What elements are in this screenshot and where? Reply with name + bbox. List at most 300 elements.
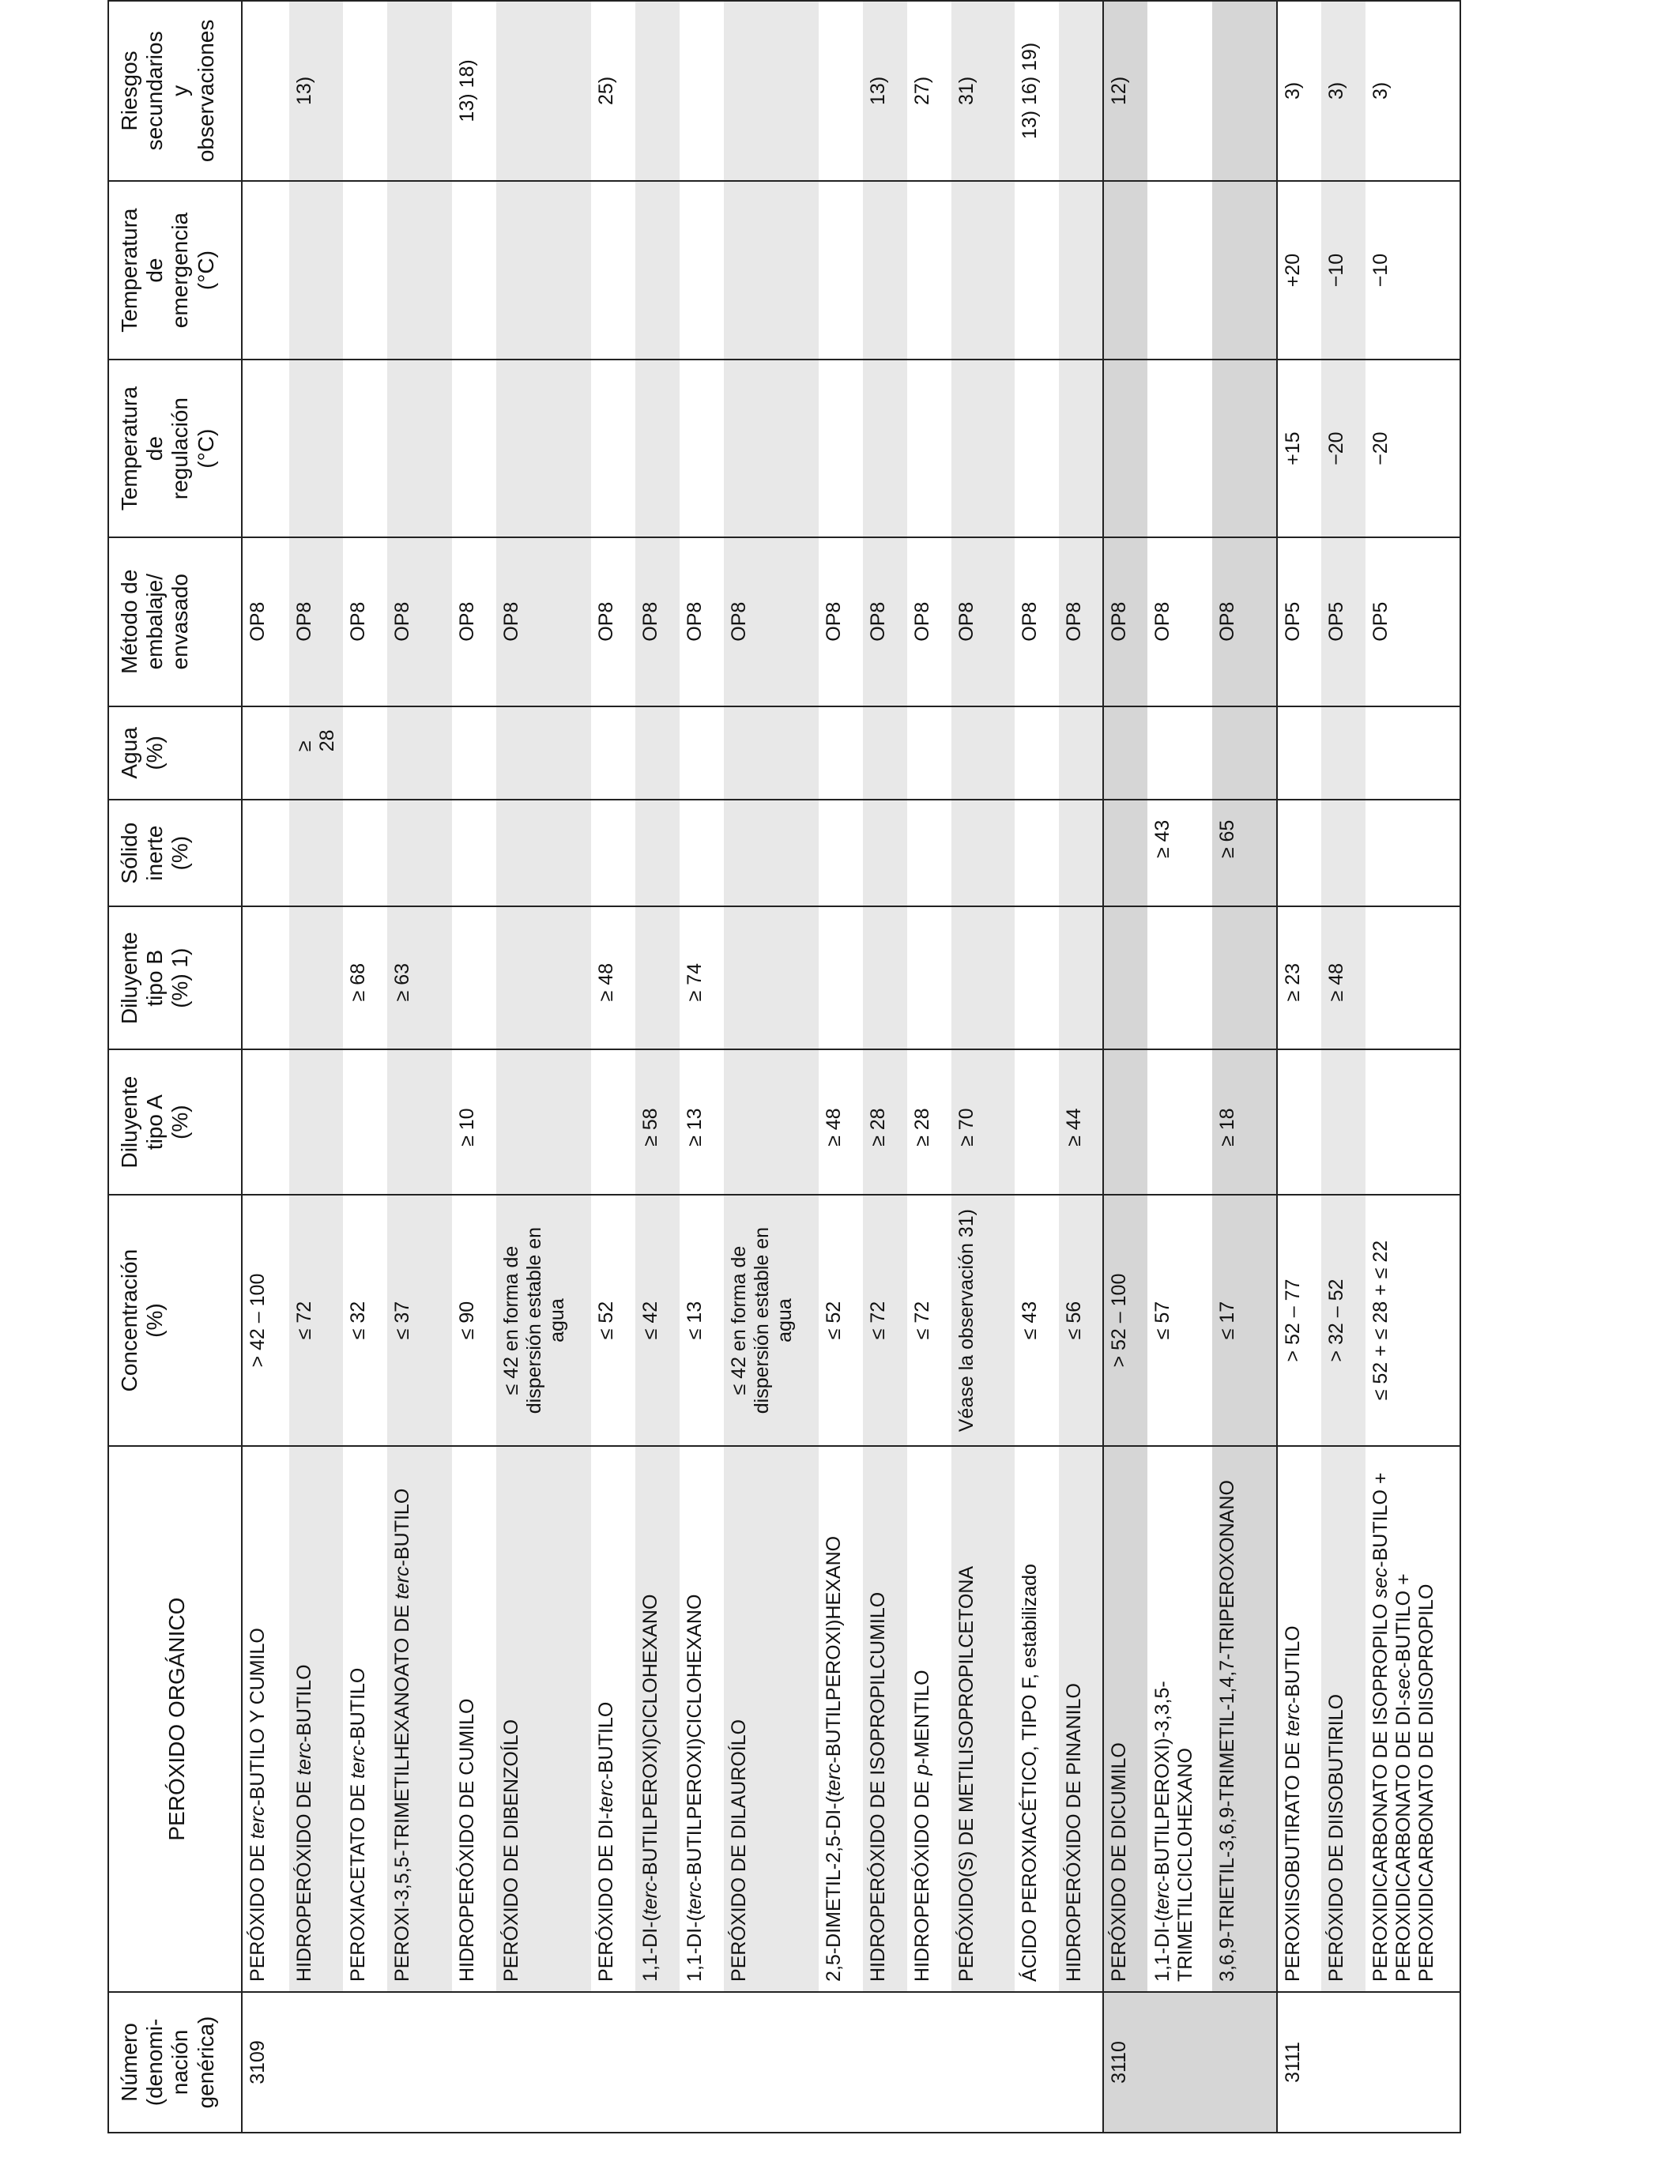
emergency-temperature-cell <box>1103 181 1147 360</box>
diluent-b-cell <box>819 906 863 1049</box>
peroxide-name-cell <box>452 1446 496 1992</box>
inert-solid-cell <box>289 800 343 906</box>
water-cell <box>635 706 680 800</box>
table-row <box>1147 1 1212 2133</box>
packing-method-cell: OP8 <box>635 537 680 706</box>
control-temperature-cell <box>1015 360 1059 537</box>
concentration-cell: ≤ 52 <box>591 1195 635 1446</box>
header-subsidiary-risks: Riesgos secundarios y observaciones <box>108 1 242 181</box>
un-number-cell <box>863 1992 907 2133</box>
diluent-a-cell: ≥ 70 <box>951 1049 1015 1194</box>
table-row <box>680 1 724 2133</box>
name-part: -BUTILO Y CUMILO <box>247 1628 269 1806</box>
un-number-cell <box>907 1992 951 2133</box>
inert-solid-cell <box>819 800 863 906</box>
name-part: 2,5-DIMETIL-2,5-DI-( <box>823 1796 845 1982</box>
control-temperature-cell <box>1147 360 1212 537</box>
un-number-cell <box>496 1992 591 2133</box>
diluent-a-cell <box>1277 1049 1321 1194</box>
diluent-b-cell <box>1015 906 1059 1049</box>
emergency-temperature-cell <box>496 181 591 360</box>
diluent-a-cell: ≥ 28 <box>907 1049 951 1194</box>
name-italic-part: terc <box>684 1881 706 1915</box>
control-temperature-cell <box>951 360 1015 537</box>
emergency-temperature-cell: +20 <box>1277 181 1321 360</box>
name-part: 1,1-DI-( <box>684 1915 706 1982</box>
inert-solid-cell <box>724 800 819 906</box>
diluent-a-cell: ≥ 18 <box>1212 1049 1277 1194</box>
water-cell <box>951 706 1015 800</box>
subsidiary-risks-cell <box>343 1 387 181</box>
control-temperature-cell <box>1103 360 1147 537</box>
emergency-temperature-cell <box>1212 181 1277 360</box>
table-row <box>819 1 863 2133</box>
name-part: HIDROPERÓXIDO DE CUMILO <box>456 1698 478 1982</box>
emergency-temperature-cell <box>863 181 907 360</box>
control-temperature-cell <box>907 360 951 537</box>
concentration-cell: > 32 – 52 <box>1321 1195 1365 1446</box>
water-cell <box>496 706 591 800</box>
table-row <box>1212 1 1277 2133</box>
name-italic-part: sec <box>1392 1668 1414 1700</box>
water-cell <box>724 706 819 800</box>
water-cell <box>1321 706 1365 800</box>
packing-method-cell: OP8 <box>343 537 387 706</box>
diluent-a-cell <box>496 1049 591 1194</box>
peroxide-name-cell <box>863 1446 907 1992</box>
un-number-cell: 3109 <box>242 1992 289 2133</box>
name-part: -BUTILPEROXI)CICLOHEXANO <box>639 1594 661 1882</box>
control-temperature-cell <box>387 360 452 537</box>
name-part: PERÓXIDO DE <box>247 1839 269 1982</box>
control-temperature-cell <box>242 360 289 537</box>
packing-method-cell: OP8 <box>951 537 1015 706</box>
control-temperature-cell <box>819 360 863 537</box>
diluent-b-cell <box>1212 906 1277 1049</box>
peroxide-name-cell <box>635 1446 680 1992</box>
control-temperature-cell <box>591 360 635 537</box>
inert-solid-cell <box>1321 800 1365 906</box>
table-row <box>343 1 387 2133</box>
table-row <box>724 1 819 2133</box>
concentration-cell: Véase la observación 31) <box>951 1195 1015 1446</box>
diluent-a-cell <box>724 1049 819 1194</box>
water-cell <box>907 706 951 800</box>
emergency-temperature-cell: −10 <box>1365 181 1460 360</box>
diluent-b-cell <box>907 906 951 1049</box>
header-inert-solid: Sólido inerte (%) <box>108 800 242 906</box>
inert-solid-cell <box>863 800 907 906</box>
concentration-cell: ≤ 90 <box>452 1195 496 1446</box>
un-number-cell <box>680 1992 724 2133</box>
name-italic-part: terc <box>247 1806 269 1839</box>
group-3111 <box>1277 1 1460 2133</box>
name-italic-part: terc <box>1151 1881 1173 1915</box>
name-part: PERÓXIDO DE DIISOBUTIRILO <box>1325 1693 1347 1982</box>
water-cell <box>1277 706 1321 800</box>
subsidiary-risks-cell: 13) <box>289 1 343 181</box>
concentration-cell: > 52 – 100 <box>1103 1195 1147 1446</box>
emergency-temperature-cell <box>680 181 724 360</box>
packing-method-cell: OP8 <box>289 537 343 706</box>
table-row <box>496 1 591 2133</box>
packing-method-cell: OP8 <box>591 537 635 706</box>
emergency-temperature-cell <box>289 181 343 360</box>
water-cell <box>387 706 452 800</box>
name-part: -BUTILPEROXI)CICLOHEXANO <box>684 1594 706 1882</box>
inert-solid-cell <box>343 800 387 906</box>
control-temperature-cell <box>724 360 819 537</box>
subsidiary-risks-cell <box>1147 1 1212 181</box>
peroxide-name-cell <box>1212 1446 1277 1992</box>
water-cell <box>452 706 496 800</box>
packing-method-cell: OP8 <box>496 537 591 706</box>
control-temperature-cell <box>680 360 724 537</box>
water-cell <box>680 706 724 800</box>
subsidiary-risks-cell: 25) <box>591 1 635 181</box>
name-italic-part: terc <box>391 1566 413 1600</box>
emergency-temperature-cell: −10 <box>1321 181 1365 360</box>
packing-method-cell: OP8 <box>242 537 289 706</box>
header-un-number: Número (denomi- nación genérica) <box>108 1992 242 2133</box>
control-temperature-cell <box>452 360 496 537</box>
peroxide-name-cell <box>591 1446 635 1992</box>
concentration-cell: ≤ 43 <box>1015 1195 1059 1446</box>
un-number-cell <box>289 1992 343 2133</box>
diluent-a-cell <box>1103 1049 1147 1194</box>
control-temperature-cell <box>289 360 343 537</box>
diluent-b-cell <box>242 906 289 1049</box>
packing-method-cell: OP8 <box>1147 537 1212 706</box>
un-number-cell <box>591 1992 635 2133</box>
name-part: 1,1-DI-( <box>639 1915 661 1982</box>
water-cell <box>819 706 863 800</box>
un-number-cell: 3110 <box>1103 1992 1147 2133</box>
name-part: ÁCIDO PEROXIACÉTICO, TIPO F, estabilizado <box>1019 1564 1041 1982</box>
name-italic-part: terc <box>823 1763 845 1797</box>
table-row <box>1015 1 1059 2133</box>
name-italic-part: p <box>911 1764 933 1775</box>
inert-solid-cell <box>1015 800 1059 906</box>
name-part: PERÓXIDO(S) DE METILISOPROPILCETONA <box>955 1565 977 1982</box>
concentration-cell: ≤ 13 <box>680 1195 724 1446</box>
emergency-temperature-cell <box>452 181 496 360</box>
diluent-a-cell <box>1147 1049 1212 1194</box>
peroxide-name-cell <box>1103 1446 1147 1992</box>
concentration-cell: > 42 – 100 <box>242 1195 289 1446</box>
un-number-cell <box>1321 1992 1365 2133</box>
diluent-b-cell: ≥ 48 <box>591 906 635 1049</box>
control-temperature-cell <box>863 360 907 537</box>
peroxide-name-cell <box>1015 1446 1059 1992</box>
table-row <box>1321 1 1365 2133</box>
packing-method-cell: OP8 <box>1015 537 1059 706</box>
name-italic-part: terc <box>595 1779 617 1813</box>
packing-method-cell: OP8 <box>819 537 863 706</box>
inert-solid-cell <box>635 800 680 906</box>
diluent-a-cell <box>1365 1049 1460 1194</box>
name-part: 1,1-DI-( <box>1151 1915 1173 1982</box>
subsidiary-risks-cell: 12) <box>1103 1 1147 181</box>
emergency-temperature-cell <box>343 181 387 360</box>
subsidiary-risks-cell: 31) <box>951 1 1015 181</box>
diluent-a-cell <box>343 1049 387 1194</box>
name-part: PEROXIDICARBONATO DE ISOPROPILO <box>1369 1598 1392 1982</box>
subsidiary-risks-cell: 13) 18) <box>452 1 496 181</box>
diluent-a-cell: ≥ 13 <box>680 1049 724 1194</box>
table-row <box>387 1 452 2133</box>
subsidiary-risks-cell: 3) <box>1277 1 1321 181</box>
packing-method-cell: OP8 <box>387 537 452 706</box>
table-row <box>1365 1 1460 2133</box>
subsidiary-risks-cell: 3) <box>1321 1 1365 181</box>
name-part: PERÓXIDO DE DIBENZOÍLO <box>500 1719 522 1982</box>
un-number-cell <box>387 1992 452 2133</box>
name-part: PERÓXIDO DE DI- <box>595 1813 617 1982</box>
diluent-a-cell <box>1321 1049 1365 1194</box>
subsidiary-risks-cell <box>1059 1 1103 181</box>
subsidiary-risks-cell <box>387 1 452 181</box>
inert-solid-cell <box>951 800 1015 906</box>
header-organic-peroxide: PERÓXIDO ORGÁNICO <box>108 1446 242 1992</box>
organic-peroxides-table <box>107 0 1461 2133</box>
name-italic-part: terc <box>1282 1704 1304 1737</box>
peroxide-name-cell <box>1365 1446 1460 1992</box>
group-3109 <box>242 1 1103 2133</box>
packing-method-cell: OP8 <box>680 537 724 706</box>
diluent-a-cell <box>289 1049 343 1194</box>
inert-solid-cell <box>387 800 452 906</box>
name-part: HIDROPERÓXIDO DE ISOPROPILCUMILO <box>867 1591 889 1982</box>
inert-solid-cell <box>907 800 951 906</box>
packing-method-cell: OP8 <box>907 537 951 706</box>
name-italic-part: sec <box>1369 1567 1392 1598</box>
diluent-b-cell: ≥ 68 <box>343 906 387 1049</box>
un-number-cell <box>452 1992 496 2133</box>
peroxide-name-cell <box>242 1446 289 1992</box>
table-row <box>242 1 289 2133</box>
concentration-cell: ≤ 42 <box>635 1195 680 1446</box>
name-part: PEROXI-3,5,5-TRIMETILHEXANOATO DE <box>391 1599 413 1982</box>
header-emergency-temperature: Temperatura de emergencia (°C) <box>108 181 242 360</box>
name-part: -BUTILO <box>293 1664 315 1743</box>
peroxide-name-cell <box>1277 1446 1321 1992</box>
inert-solid-cell <box>1365 800 1460 906</box>
un-number-cell <box>951 1992 1015 2133</box>
concentration-cell: ≤ 42 en forma de dispersión estable en agua <box>724 1195 819 1446</box>
un-number-cell <box>1059 1992 1103 2133</box>
name-part: -BUTILPEROXI)-3,3,5-TRIMETILCICLOHEXANO <box>1151 1681 1196 1982</box>
inert-solid-cell <box>496 800 591 906</box>
peroxide-name-cell <box>951 1446 1015 1992</box>
inert-solid-cell <box>1103 800 1147 906</box>
emergency-temperature-cell <box>819 181 863 360</box>
peroxide-name-cell <box>724 1446 819 1992</box>
subsidiary-risks-cell <box>635 1 680 181</box>
un-number-cell <box>635 1992 680 2133</box>
control-temperature-cell <box>496 360 591 537</box>
diluent-a-cell <box>387 1049 452 1194</box>
inert-solid-cell: ≥ 65 <box>1212 800 1277 906</box>
emergency-temperature-cell <box>635 181 680 360</box>
packing-method-cell: OP5 <box>1277 537 1321 706</box>
concentration-cell: ≤ 72 <box>907 1195 951 1446</box>
name-italic-part: terc <box>293 1742 315 1775</box>
diluent-a-cell <box>242 1049 289 1194</box>
water-cell <box>863 706 907 800</box>
diluent-b-cell: ≥ 74 <box>680 906 724 1049</box>
diluent-a-cell: ≥ 28 <box>863 1049 907 1194</box>
diluent-b-cell: ≥ 23 <box>1277 906 1321 1049</box>
packing-method-cell: OP8 <box>724 537 819 706</box>
name-part: -MENTILO <box>911 1670 933 1764</box>
diluent-b-cell <box>951 906 1015 1049</box>
emergency-temperature-cell <box>724 181 819 360</box>
header-packing-method: Método de embalaje/ envasado <box>108 537 242 706</box>
subsidiary-risks-cell <box>496 1 591 181</box>
control-temperature-cell <box>343 360 387 537</box>
peroxide-name-cell <box>387 1446 452 1992</box>
header-diluent-b: Diluyente tipo B (%) 1) <box>108 906 242 1049</box>
peroxide-name-cell <box>1059 1446 1103 1992</box>
peroxide-name-cell <box>343 1446 387 1992</box>
diluent-b-cell <box>863 906 907 1049</box>
diluent-a-cell: ≥ 48 <box>819 1049 863 1194</box>
emergency-temperature-cell <box>591 181 635 360</box>
water-cell <box>343 706 387 800</box>
name-part: -BUTILO + PEROXIDICARBONATO DE DIISOPROPILO <box>1392 1573 1437 1982</box>
table-row <box>289 1 343 2133</box>
emergency-temperature-cell <box>242 181 289 360</box>
diluent-b-cell <box>724 906 819 1049</box>
control-temperature-cell <box>1059 360 1103 537</box>
un-number-cell <box>819 1992 863 2133</box>
control-temperature-cell <box>635 360 680 537</box>
diluent-b-cell <box>289 906 343 1049</box>
emergency-temperature-cell <box>1015 181 1059 360</box>
name-part: PERÓXIDO DE DICUMILO <box>1108 1742 1130 1982</box>
water-cell: ≥ 28 <box>289 706 343 800</box>
un-number-cell <box>1147 1992 1212 2133</box>
peroxide-name-cell <box>907 1446 951 1992</box>
packing-method-cell: OP8 <box>452 537 496 706</box>
diluent-a-cell: ≥ 58 <box>635 1049 680 1194</box>
control-temperature-cell: +15 <box>1277 360 1321 537</box>
water-cell <box>1212 706 1277 800</box>
diluent-a-cell <box>591 1049 635 1194</box>
packing-method-cell: OP5 <box>1365 537 1460 706</box>
table-row <box>1059 1 1103 2133</box>
table-row <box>907 1 951 2133</box>
name-part: -BUTILO <box>391 1488 413 1567</box>
inert-solid-cell <box>680 800 724 906</box>
water-cell <box>591 706 635 800</box>
peroxide-name-cell <box>496 1446 591 1992</box>
peroxide-name-cell <box>680 1446 724 1992</box>
subsidiary-risks-cell <box>1212 1 1277 181</box>
subsidiary-risks-cell <box>819 1 863 181</box>
name-part: -BUTILO + PEROXIDICARBONATO DE DI- <box>1369 1472 1414 1982</box>
concentration-cell: ≤ 72 <box>863 1195 907 1446</box>
diluent-b-cell <box>452 906 496 1049</box>
header-concentration: Concentración (%) <box>108 1195 242 1446</box>
concentration-cell: ≤ 52 <box>819 1195 863 1446</box>
control-temperature-cell <box>1212 360 1277 537</box>
name-italic-part: terc <box>639 1881 661 1915</box>
diluent-a-cell <box>1015 1049 1059 1194</box>
packing-method-cell: OP8 <box>1212 537 1277 706</box>
inert-solid-cell <box>452 800 496 906</box>
emergency-temperature-cell <box>951 181 1015 360</box>
table-row <box>863 1 907 2133</box>
water-cell <box>1365 706 1460 800</box>
subsidiary-risks-cell <box>680 1 724 181</box>
rotated-table-container <box>107 0 1447 2133</box>
header-control-temperature: Temperatura de regulación (°C) <box>108 360 242 537</box>
subsidiary-risks-cell: 13) 16) 19) <box>1015 1 1059 181</box>
packing-method-cell: OP8 <box>1059 537 1103 706</box>
concentration-cell: ≤ 56 <box>1059 1195 1103 1446</box>
water-cell <box>1103 706 1147 800</box>
un-number-cell <box>1015 1992 1059 2133</box>
emergency-temperature-cell <box>907 181 951 360</box>
header-diluent-a: Diluyente tipo A (%) <box>108 1049 242 1194</box>
group-3110 <box>1103 1 1277 2133</box>
peroxide-name-cell <box>819 1446 863 1992</box>
control-temperature-cell: −20 <box>1321 360 1365 537</box>
diluent-b-cell <box>1103 906 1147 1049</box>
un-number-cell <box>343 1992 387 2133</box>
diluent-b-cell: ≥ 63 <box>387 906 452 1049</box>
concentration-cell: ≤ 37 <box>387 1195 452 1446</box>
emergency-temperature-cell <box>1147 181 1212 360</box>
inert-solid-cell <box>591 800 635 906</box>
subsidiary-risks-cell: 27) <box>907 1 951 181</box>
name-part: -BUTILPEROXI)HEXANO <box>823 1535 845 1764</box>
concentration-cell: ≤ 72 <box>289 1195 343 1446</box>
diluent-b-cell <box>1365 906 1460 1049</box>
water-cell <box>1059 706 1103 800</box>
un-number-cell <box>1212 1992 1277 2133</box>
subsidiary-risks-cell <box>242 1 289 181</box>
name-part: -BUTILO <box>595 1701 617 1780</box>
un-number-cell <box>1365 1992 1460 2133</box>
inert-solid-cell <box>242 800 289 906</box>
packing-method-cell: OP8 <box>1103 537 1147 706</box>
header-row <box>108 1 242 2133</box>
name-part: PEROXIACETATO DE <box>347 1778 369 1982</box>
un-number-cell: 3111 <box>1277 1992 1321 2133</box>
water-cell <box>1147 706 1212 800</box>
diluent-b-cell <box>1147 906 1212 1049</box>
name-part: HIDROPERÓXIDO DE <box>911 1775 933 1982</box>
diluent-b-cell <box>1059 906 1103 1049</box>
emergency-temperature-cell <box>387 181 452 360</box>
table-row <box>452 1 496 2133</box>
diluent-b-cell <box>635 906 680 1049</box>
name-part: PERÓXIDO DE DILAUROÍLO <box>728 1719 750 1982</box>
diluent-a-cell: ≥ 44 <box>1059 1049 1103 1194</box>
concentration-cell: ≤ 42 en forma de dispersión estable en agua <box>496 1195 591 1446</box>
diluent-b-cell <box>496 906 591 1049</box>
inert-solid-cell: ≥ 43 <box>1147 800 1212 906</box>
concentration-cell: ≤ 57 <box>1147 1195 1212 1446</box>
table-row <box>1103 1 1147 2133</box>
header-water: Agua (%) <box>108 706 242 800</box>
peroxide-name-cell <box>1147 1446 1212 1992</box>
table-row <box>591 1 635 2133</box>
control-temperature-cell: −20 <box>1365 360 1460 537</box>
